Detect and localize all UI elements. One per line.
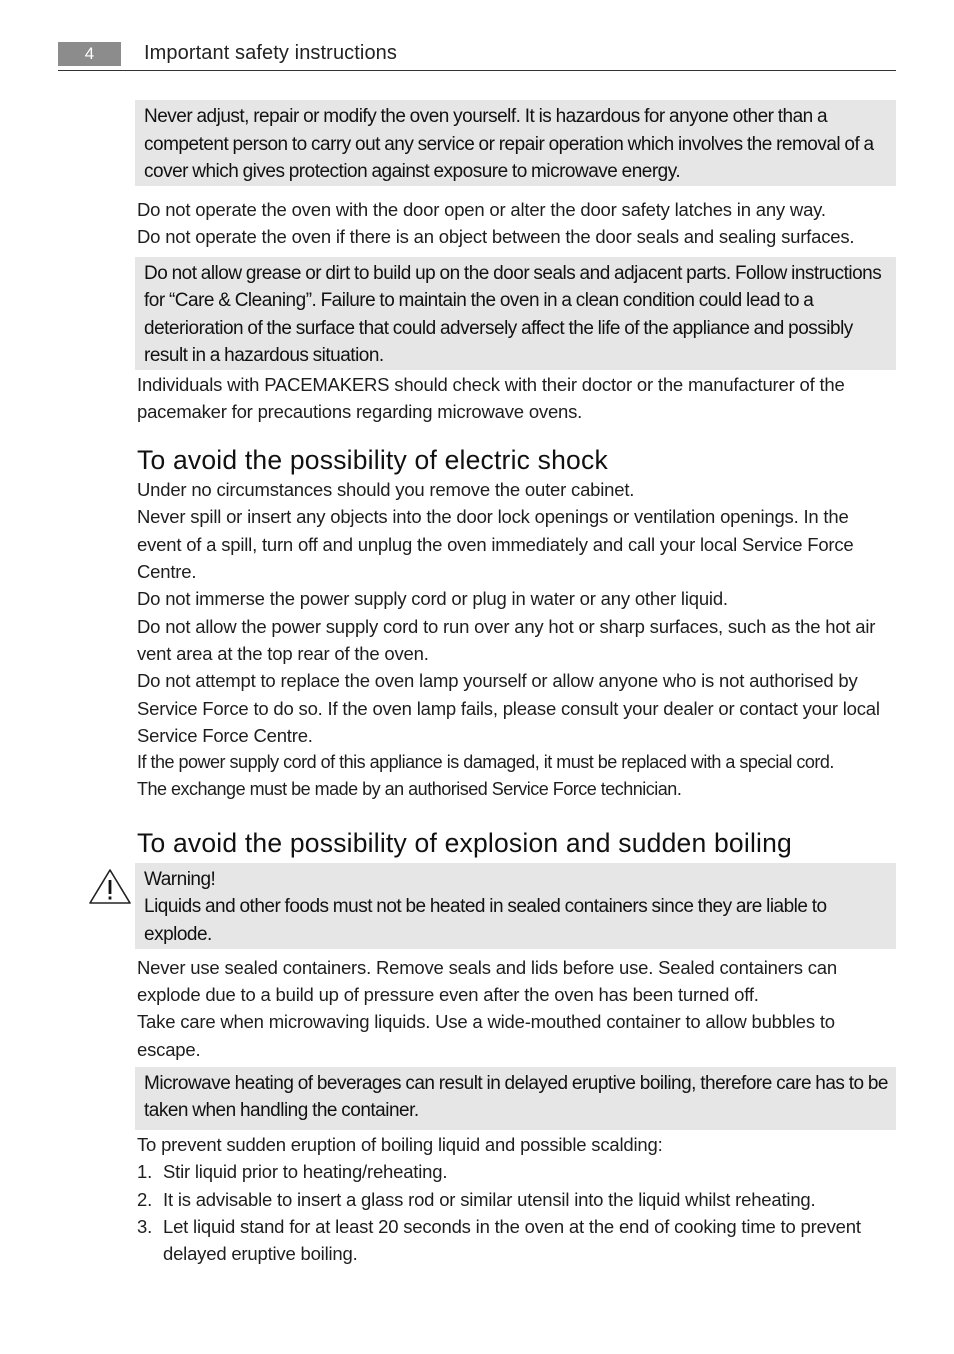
list-item bbox=[137, 1213, 896, 1268]
list-item bbox=[137, 1186, 896, 1213]
sealed-container-warning-box bbox=[135, 863, 896, 949]
immerse-note: Do not immerse the power supply cord or plug in water or any other liquid. bbox=[137, 588, 728, 610]
damaged-cord-note: If the power supply cord of this appliance is damaged, it must be replaced with a special cord. bbox=[137, 752, 834, 773]
eruptive-boiling-text: Microwave heating of beverages can result in delayed eruptive boiling, therefore care has to be taken when handling the container. bbox=[144, 1072, 888, 1122]
explosion-heading: To avoid the possibility of explosion and sudden boiling bbox=[137, 827, 792, 858]
list-text: Stir liquid prior to heating/reheating. bbox=[163, 1161, 448, 1183]
cleaning-warning-text: Do not allow grease or dirt to build up on the door seals and adjacent parts. Follow instructions for “Care & Cleaning”. Failure to maintain the oven in a clean condition could lead to a deterioration of the surface that could adversely affect the life of the appliance and possibly result in a hazardous situation. bbox=[144, 262, 882, 367]
door-open-note: Do not operate the oven with the door open or alter the door safety latches in any way. bbox=[137, 199, 826, 220]
warning-title: Warning! bbox=[144, 868, 216, 890]
scalding-intro-text: To prevent sudden eruption of boiling liquid and possible scalding: bbox=[137, 1133, 663, 1155]
eruptive-boiling-box bbox=[135, 1067, 896, 1130]
page-number: 4 bbox=[58, 42, 121, 66]
container-notes bbox=[137, 954, 896, 1063]
list-text: It is advisable to insert a glass rod or similar utensil into the liquid whilst reheating. bbox=[163, 1188, 816, 1210]
page-header bbox=[58, 40, 896, 71]
door-operation-notes bbox=[137, 196, 896, 251]
warning-triangle-icon bbox=[88, 868, 132, 906]
door-seal-note: Do not operate the oven if there is an object between the door seals and sealing surfaces. bbox=[137, 226, 855, 248]
cleaning-warning-box bbox=[135, 257, 896, 370]
warning-text: Liquids and other foods must not be heated in sealed containers since they are liable to explode. bbox=[144, 896, 827, 945]
list-number: 2. bbox=[137, 1188, 153, 1210]
header-title: Important safety instructions bbox=[144, 42, 398, 64]
pacemaker-note bbox=[137, 371, 896, 426]
electric-shock-paragraphs bbox=[137, 476, 896, 804]
list-number: 1. bbox=[137, 1161, 153, 1183]
list-item bbox=[137, 1158, 896, 1185]
pacemaker-text: Individuals with PACEMAKERS should check with their doctor or the manufacturer of the pacemaker for precautions regarding microwave ovens. bbox=[137, 373, 845, 422]
page-content bbox=[137, 100, 896, 1267]
oven-lamp-note: Do not attempt to replace the oven lamp yourself or allow anyone who is not authorised by Service Force to do so. If the oven lamp fails, please consult your dealer or contact your local Service Force Centre. bbox=[137, 670, 880, 746]
scalding-prevention-list bbox=[137, 1158, 896, 1267]
service-warning-text: Never adjust, repair or modify the oven yourself. It is hazardous for anyone other than a competent person to carry out any service or repair operation which involves the removal of a cover which gives protection against exposure to microwave energy. bbox=[144, 106, 874, 182]
sealed-containers-note: Never use sealed containers. Remove seals and lids before use. Sealed containers can explode due to a build up of pressure even after the oven has been turned off. bbox=[137, 956, 837, 1006]
service-warning-box bbox=[135, 100, 896, 186]
list-text: Let liquid stand for at least 20 seconds in the oven at the end of cooking time to prevent delayed eruptive boiling. bbox=[163, 1215, 861, 1265]
spill-note: Never spill or insert any objects into the door lock openings or ventilation openings. In the event of a spill, turn off and unplug the oven immediately and call your local Service Force Centre. bbox=[137, 506, 854, 583]
outer-cabinet-note: Under no circumstances should you remove the outer cabinet. bbox=[137, 479, 635, 501]
wide-mouthed-note: Take care when microwaving liquids. Use a wide-mouthed container to allow bubbles to escape. bbox=[137, 1011, 835, 1060]
cord-surface-note: Do not allow the power supply cord to run over any hot or sharp surfaces, such as the hot air vent area at the top rear of the oven. bbox=[137, 615, 876, 664]
technician-note: The exchange must be made by an authorised Service Force technician. bbox=[137, 779, 682, 800]
electric-shock-heading: To avoid the possibility of electric shock bbox=[137, 445, 608, 476]
list-number: 3. bbox=[137, 1215, 153, 1237]
scalding-intro bbox=[137, 1131, 896, 1158]
